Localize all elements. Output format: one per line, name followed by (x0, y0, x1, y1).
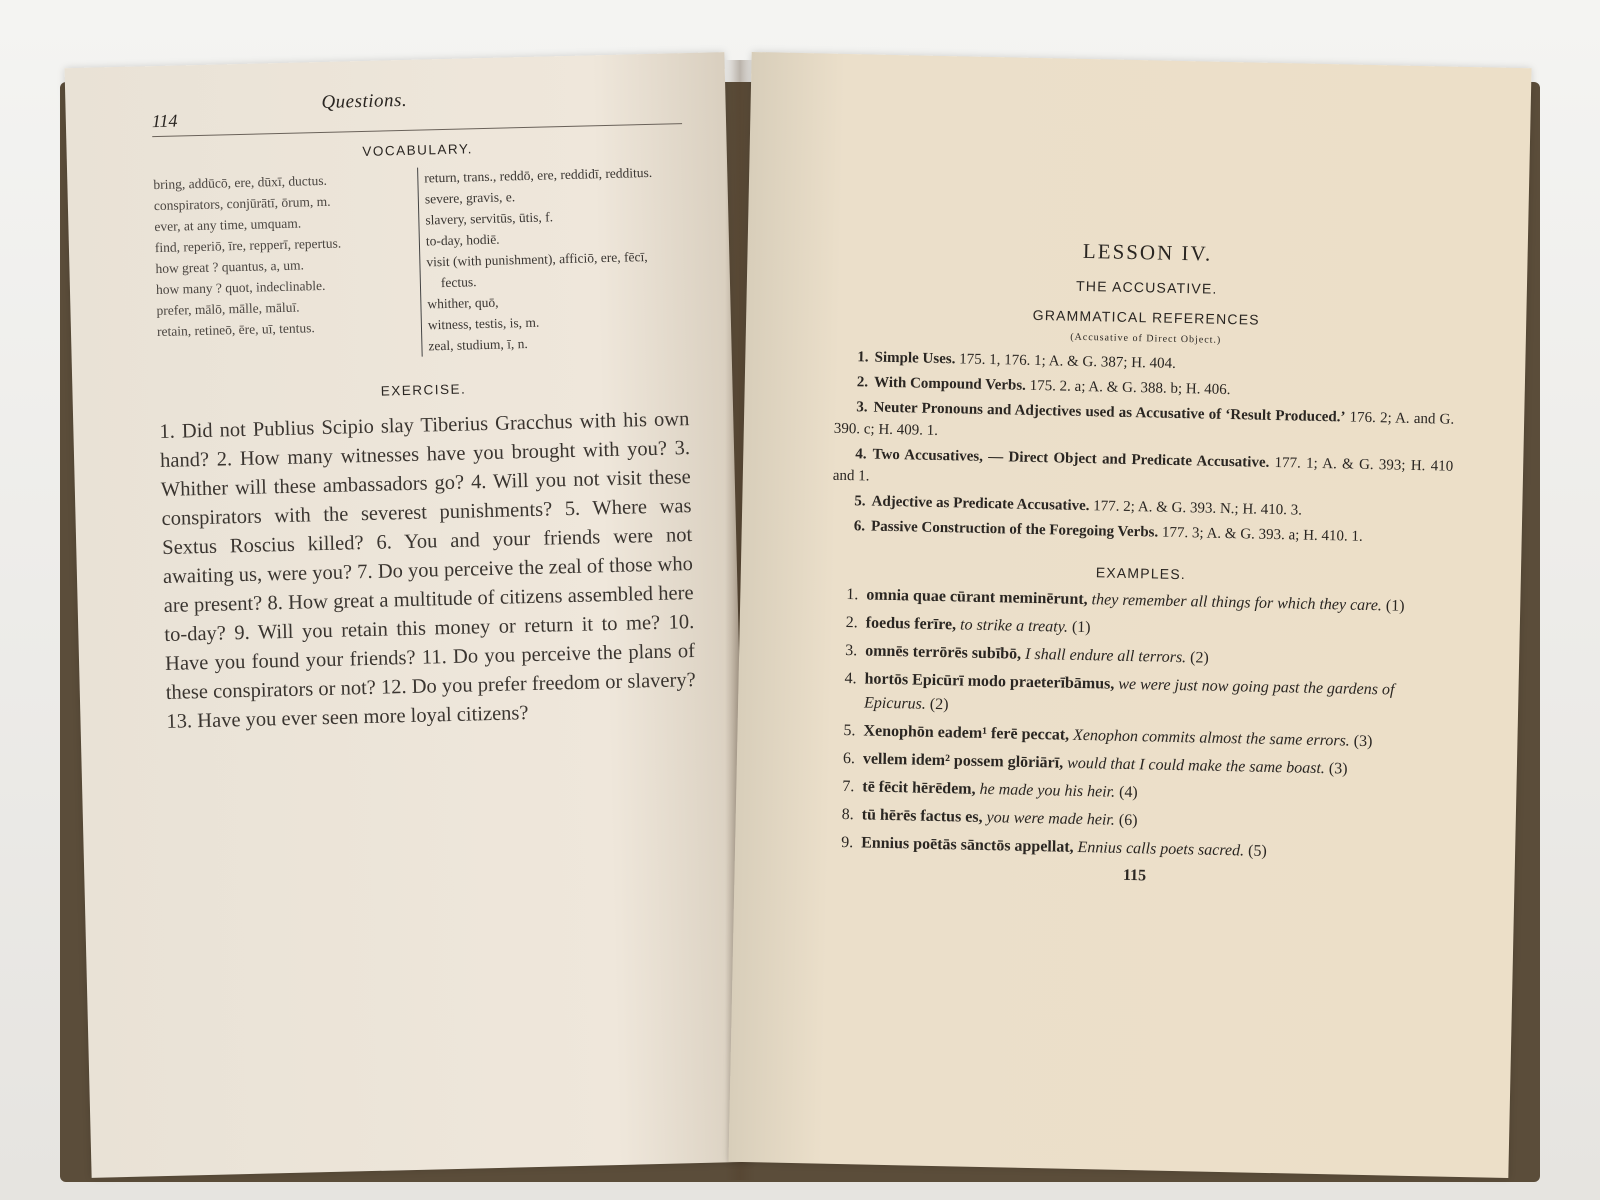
running-head-title: Questions. (321, 89, 408, 113)
reference-citation: 175. 1, 176. 1; A. & G. 387; H. 404. (958, 351, 1176, 372)
reference-number: 1. (857, 349, 869, 366)
vocab-entry: visit (with punishment), afficiō, ere, fēcī, fectus. (426, 249, 648, 291)
reference-title: Two Accusatives, — Direct Object and Predicate Accusative. (872, 446, 1270, 471)
example-latin: omnēs terrōrēs subībō, (865, 642, 1022, 663)
example-number: 5. (843, 722, 856, 740)
example-english: Ennius calls poets sacred. (1077, 838, 1245, 860)
vocab-entry: retain, retineō, ēre, uī, tentus. (156, 320, 315, 340)
example-number: 4. (844, 670, 857, 688)
reference-number: 2. (856, 374, 869, 391)
vocab-entry: ever, at any time, umquam. (154, 215, 302, 235)
reference-title: Neuter Pronouns and Adjectives used as Accusative of ‘Result Produced.’ (873, 399, 1346, 426)
example-english: would that I could make the same boast. (1067, 754, 1326, 778)
example-latin: omnia quae cūrant meminērunt, (866, 586, 1088, 609)
vocab-entry: slavery, servitūs, ūtis, f. (425, 209, 554, 228)
example-ref: (3) (1353, 732, 1373, 751)
running-head (151, 83, 682, 137)
references-heading: GRAMMATICAL REFERENCES (1032, 306, 1260, 328)
example-number: 2. (845, 614, 858, 632)
vocabulary-heading: VOCABULARY. (362, 141, 474, 159)
reference-number: 3. (856, 399, 868, 416)
example-ref: (4) (1118, 783, 1138, 802)
reference-citation: 175. 2. a; A. & G. 388. b; H. 406. (1029, 377, 1231, 399)
vocab-entry: whither, quō, (427, 294, 499, 312)
grammatical-references (832, 346, 1456, 550)
vocabulary-list (153, 161, 687, 363)
vocab-entry: zeal, studium, ī, n. (428, 335, 528, 354)
reference-number: 6. (853, 518, 866, 535)
reference-citation: 177. 3; A. & G. 393. a; H. 410. 1. (1161, 524, 1363, 545)
vocab-entry: return, trans., reddō, ere, reddidī, redditus. (424, 164, 653, 186)
right-page (728, 52, 1531, 1178)
example-number: 3. (845, 642, 858, 660)
references-note: (Accusative of Direct Object.) (1070, 331, 1222, 346)
vocab-entry: prefer, mālō, mālle, māluī. (156, 299, 300, 319)
reference-number: 4. (855, 446, 867, 463)
example-item (828, 667, 1449, 728)
left-page (65, 52, 752, 1178)
vocab-entry: severe, gravis, e. (424, 189, 516, 207)
example-english: Xenophon commits almost the same errors. (1072, 726, 1350, 750)
example-latin: hortōs Epicūrī modo praeterībāmus, (864, 670, 1115, 693)
exercise-heading: EXERCISE. (380, 381, 467, 399)
vocab-entry: how great ? quantus, a, um. (155, 257, 305, 277)
example-latin: foedus ferīre, (865, 614, 957, 634)
example-ref: (5) (1247, 842, 1267, 860)
example-ref: (6) (1118, 811, 1138, 830)
reference-number: 5. (854, 493, 866, 510)
example-latin: vellem idem² possem glōriārī, (862, 750, 1064, 772)
vocabulary-column-right (418, 161, 688, 356)
example-number: 8. (841, 806, 854, 824)
example-ref: (1) (1385, 597, 1405, 615)
vocab-entry: to-day, hodiē. (425, 231, 500, 249)
example-english: they remember all things for which they care. (1091, 591, 1383, 615)
example-number: 1. (846, 586, 859, 604)
example-latin: tē fēcit hērēdem, (862, 778, 976, 798)
example-number: 6. (842, 750, 856, 768)
example-ref: (1) (1071, 618, 1091, 637)
example-ref: (3) (1328, 760, 1348, 778)
example-english: we were just now going past the gardens of Epicurus. (863, 675, 1395, 713)
examples-heading: EXAMPLES. (1095, 564, 1187, 583)
reference-title: Simple Uses. (874, 349, 956, 368)
vocabulary-column-left (153, 168, 423, 363)
page-number-right: 115 (1122, 866, 1147, 885)
vocab-entry: how many ? quot, indeclinable. (155, 277, 326, 298)
example-number: 9. (840, 834, 854, 852)
example-english: you were made heir. (986, 809, 1116, 829)
reference-title: Passive Construction of the Foregoing Verbs. (870, 518, 1159, 541)
exercise-text: 1. Did not Publius Scipio slay Tiberius Gracchus with his own hand? 2. How many witnesses have you brought with you? 3. Whither will these ambassadors go? 4. Will you not visit these conspirators with the severest punishments? 5. Where was Sextus Roscius killed? 6. You and your friends were not awaiting us, were you? 7. Do you perceive the zeal of those who are present? 8. How great a multitude of citizens assembled here to-day? 9. Will you retain this money or return it to me? 10. Have you found your friends? 11. Do you perceive the plans of these conspirators or not? 12. Do you prefer freedom or slavery? 13. Have you ever seen more loyal citizens? (159, 408, 696, 733)
reference-citation: 177. 1; A. & G. 393; H. 410 and 1. (832, 454, 1454, 485)
reference-citation: 177. 2; A. & G. 393. N.; H. 410. 3. (1093, 498, 1303, 519)
lesson-subtitle: THE ACCUSATIVE. (1075, 277, 1218, 297)
example-latin: Ennius poētās sānctōs appellat, (860, 834, 1074, 856)
example-ref: (2) (929, 695, 949, 714)
example-ref: (2) (1189, 649, 1209, 667)
vocab-entry: find, reperiō, īre, repperī, repertus. (154, 235, 342, 256)
example-latin: Xenophōn eadem¹ ferē peccat, (863, 722, 1070, 744)
example-latin: tū hērēs factus es, (861, 806, 983, 826)
example-english: I shall endure all terrors. (1024, 645, 1187, 667)
example-number: 7. (842, 778, 855, 796)
reference-citation: 176. 2; A. and G. 390. c; H. 409. 1. (833, 409, 1455, 439)
vocab-entry: witness, testis, is, m. (427, 314, 540, 333)
reference-title: With Compound Verbs. (873, 374, 1027, 394)
vocab-entry: conspirators, conjūrātī, ōrum, m. (153, 193, 331, 214)
lesson-title: LESSON IV. (1082, 238, 1213, 266)
vocab-entry: bring, addūcō, ere, dūxī, ductus. (153, 172, 328, 193)
reference-title: Adjective as Predicate Accusative. (871, 493, 1090, 515)
example-english: to strike a treaty. (959, 616, 1069, 636)
example-english: he made you his heir. (979, 780, 1116, 801)
page-number-left: 114 (151, 110, 178, 132)
examples-list (825, 583, 1451, 868)
